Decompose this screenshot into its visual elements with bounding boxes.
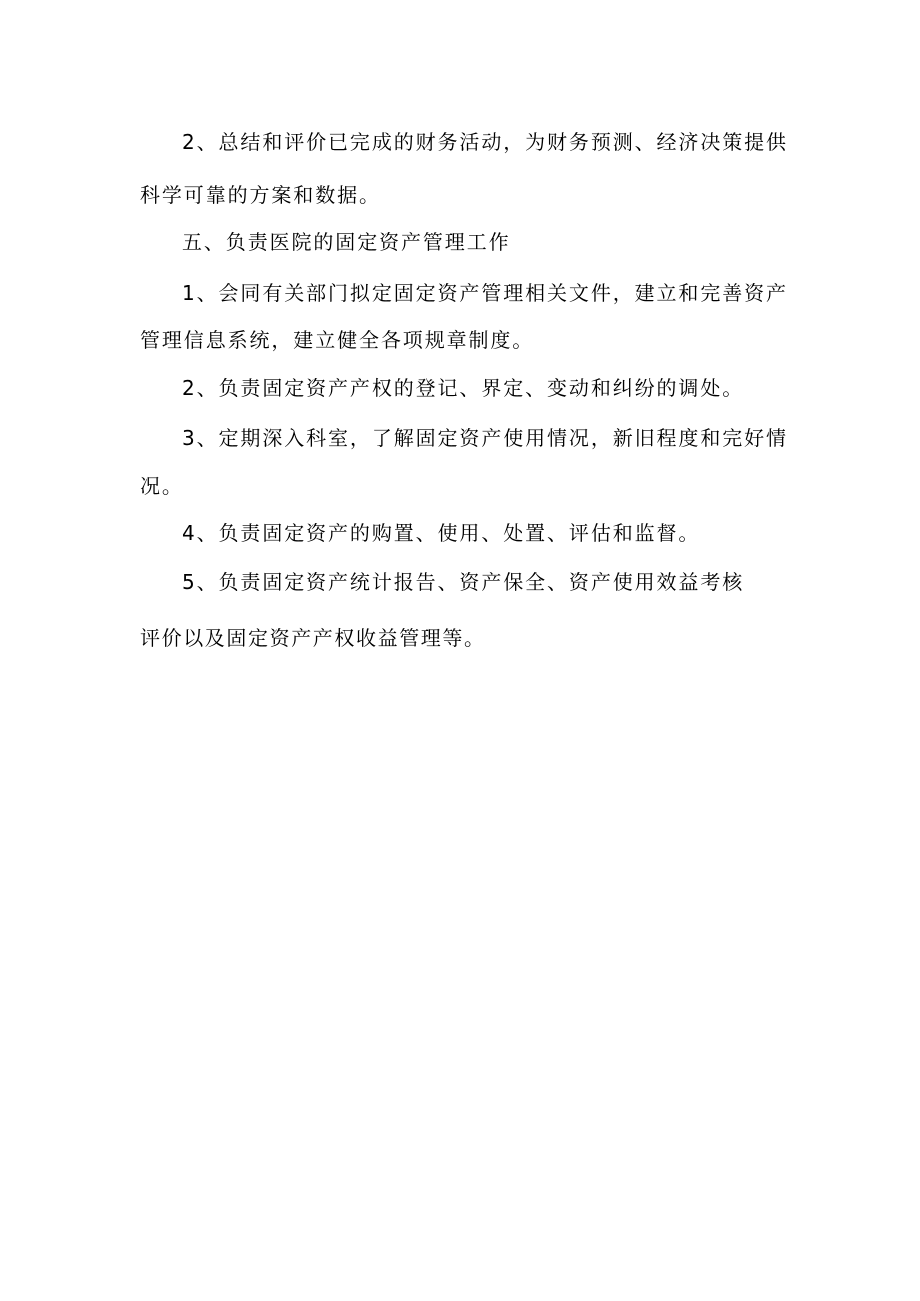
paragraph-line: 2、总结和评价已完成的财务活动，为财务预测、经济决策提供 bbox=[182, 130, 788, 154]
paragraph-line: 科学可靠的方案和数据。 bbox=[140, 183, 381, 207]
paragraph-line: 管理信息系统，建立健全各项规章制度。 bbox=[140, 328, 535, 352]
paragraph-line: 况。 bbox=[140, 474, 184, 498]
paragraph-line: 3、定期深入科室，了解固定资产使用情况，新旧程度和完好情 bbox=[182, 426, 788, 450]
paragraph-line: 4、负责固定资产的购置、使用、处置、评估和监督。 bbox=[182, 521, 701, 545]
section-heading: 五、负责医院的固定资产管理工作 bbox=[182, 230, 511, 254]
paragraph-line: 1、会同有关部门拟定固定资产管理相关文件，建立和完善资产 bbox=[182, 281, 788, 305]
paragraph-line: 5、负责固定资产统计报告、资产保全、资产使用效益考核 bbox=[182, 570, 745, 594]
paragraph-line: 2、负责固定资产产权的登记、界定、变动和纠纷的调处。 bbox=[182, 376, 745, 400]
paragraph-line: 评价以及固定资产产权收益管理等。 bbox=[140, 626, 486, 650]
